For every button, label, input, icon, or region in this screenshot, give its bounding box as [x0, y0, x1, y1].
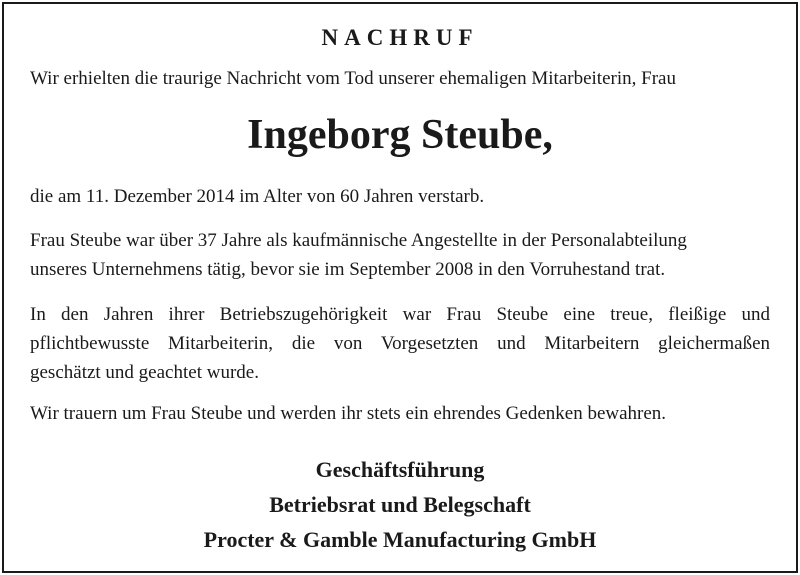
- paragraph-line: pflichtbewusste Mitarbeiterin, die von Vorgesetzten und Mitarbeitern gleichermaßen: [30, 333, 770, 354]
- paragraph-line: In den Jahren ihrer Betriebszugehörigkeit war Frau Steube eine treue, fleißige und: [30, 304, 770, 325]
- intro-text: Wir erhielten die traurige Nachricht vom Tod unserer ehemaligen Mitarbeiterin, Frau: [30, 68, 676, 89]
- paragraph-line: die am 11. Dezember 2014 im Alter von 60 Jahren verstarb.: [30, 186, 485, 207]
- paragraph-tribute: [30, 300, 770, 387]
- signature-block: [30, 452, 770, 557]
- paragraph-line: unseres Unternehmens tätig, bevor sie im September 2008 in den Vorruhestand trat.: [30, 259, 666, 280]
- paragraph-employment: [30, 226, 770, 284]
- signature-management: Geschäftsführung: [315, 457, 485, 482]
- paragraph-line: Wir trauern um Frau Steube und werden ihr stets ein ehrendes Gedenken bewahren.: [30, 403, 667, 424]
- paragraph-line: Frau Steube war über 37 Jahre als kaufmännische Angestellte in der Personalabteilung: [30, 230, 687, 251]
- paragraph-death-date: [30, 182, 770, 211]
- paragraph-line: geschätzt und geachtet wurde.: [30, 362, 259, 383]
- deceased-name: Ingeborg Steube,: [247, 112, 553, 158]
- paragraph-mourning: [30, 399, 770, 428]
- signature-works-council: Betriebsrat und Belegschaft: [269, 492, 531, 517]
- signature-company: Procter & Gamble Manufacturing GmbH: [203, 527, 597, 552]
- notice-heading: NACHRUF: [321, 25, 479, 50]
